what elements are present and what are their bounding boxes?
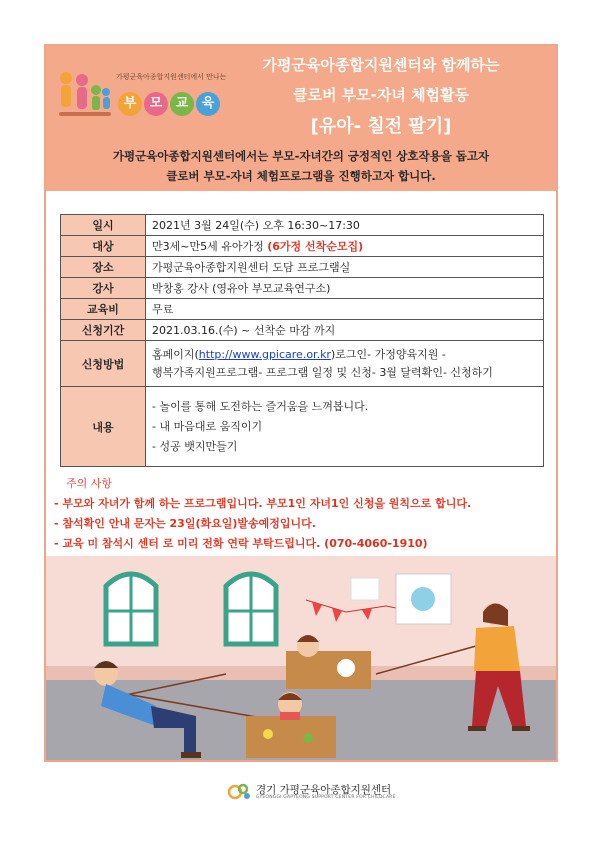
flyer-frame <box>44 44 558 762</box>
intro-line-1: 가평군육아종합지원센터에서는 부모-자녀간의 긍정적인 상호작용을 돕고자 <box>112 149 490 163</box>
target-value: 만3세~만5세 유아가정 <box>152 240 264 253</box>
logo-letter-3: 교 <box>170 92 194 116</box>
teacher-value: 박창홍 강사 (영유아 부모교육연구소) <box>146 278 544 299</box>
note-item: - 참석확인 안내 문자는 23일(화요일)발송예정입니다. <box>54 517 316 530</box>
content-cell <box>146 387 544 467</box>
table-row <box>61 278 544 299</box>
title-line-1: 가평군육아종합지원센터와 함께하는 <box>262 56 500 74</box>
table-row <box>61 320 544 341</box>
illustration-graphic <box>46 556 556 760</box>
method-label: 신청방법 <box>61 341 146 387</box>
target-note: (6가정 선착순모집) <box>267 240 364 253</box>
footer-center-english: GYEONGGI GAPYEONG SUPPORT CENTER FOR CHILDCARE <box>256 795 396 800</box>
poster-small <box>351 578 379 600</box>
method-prefix: 홈페이지( <box>152 347 199 361</box>
method-suffix: )로그인- 가정양육지원 - <box>330 347 446 361</box>
table-row <box>61 299 544 320</box>
title-line-2: 클로버 부모-자녀 체험활동 <box>292 86 470 104</box>
content-item: - 내 마음대로 움직이기 <box>152 419 263 433</box>
table-row <box>61 215 544 236</box>
place-value: 가평군육아종합지원센터 도담 프로그램실 <box>146 257 544 278</box>
notes-section <box>54 474 554 554</box>
note-item: - 교육 미 참석시 센터 로 미리 전화 연락 부탁드립니다. (070-4060-1910) <box>54 537 428 550</box>
table-row <box>61 341 544 387</box>
place-label: 장소 <box>61 257 146 278</box>
content-item: - 놀이를 통해 도전하는 즐거움을 느껴봅니다. <box>152 399 369 413</box>
info-table <box>60 214 544 467</box>
homepage-link[interactable]: http://www.gpicare.or.kr <box>198 347 331 361</box>
method-cell <box>146 341 544 387</box>
logo-subtitle: 가평군육아종합지원센터에서 만나는 <box>116 73 227 81</box>
table-row <box>61 236 544 257</box>
period-value: 2021.03.16.(수) ~ 선착순 마감 까지 <box>146 320 544 341</box>
target-label: 대상 <box>61 236 146 257</box>
fee-value: 무료 <box>146 299 544 320</box>
intro-text <box>46 146 556 186</box>
footer-logo <box>228 780 428 804</box>
center-logo-icon <box>228 780 252 804</box>
logo-letter-4: 육 <box>196 92 220 116</box>
date-label: 일시 <box>61 215 146 236</box>
target-cell <box>146 236 544 257</box>
fee-label: 교육비 <box>61 299 146 320</box>
content-item: - 성공 뱃지만들기 <box>152 439 238 453</box>
logo-letter-2: 모 <box>144 92 168 116</box>
family-play-illustration <box>46 556 556 760</box>
title-line-3: [유아- 칠전 팔기] <box>310 116 452 137</box>
note-item: - 부모와 자녀가 함께 하는 프로그램입니다. 부모1인 자녀1인 신청을 원칙으로 합니다. <box>54 497 472 510</box>
window-left <box>106 574 156 644</box>
table-row <box>61 257 544 278</box>
footer-center-name: 경기 가평군육아종합지원센터 <box>256 784 392 796</box>
notes-heading: 주의 사항 <box>66 477 113 490</box>
family-icon <box>54 68 114 128</box>
table-row <box>61 387 544 467</box>
header-banner <box>46 46 556 191</box>
teacher-label: 강사 <box>61 278 146 299</box>
intro-line-2: 클로버 부모-자녀 체험프로그램을 진행하고자 합니다. <box>166 169 436 183</box>
method-line-2: 행복가족지원프로그램- 프로그램 일정 및 신청- 3월 달력확인- 신청하기 <box>152 365 493 379</box>
logo-letter-1: 부 <box>118 92 142 116</box>
date-value: 2021년 3월 24일(수) 오후 16:30~17:30 <box>146 215 544 236</box>
content-label: 내용 <box>61 387 146 467</box>
window-right <box>226 574 276 644</box>
method-line-1 <box>152 346 537 364</box>
period-label: 신청기간 <box>61 320 146 341</box>
